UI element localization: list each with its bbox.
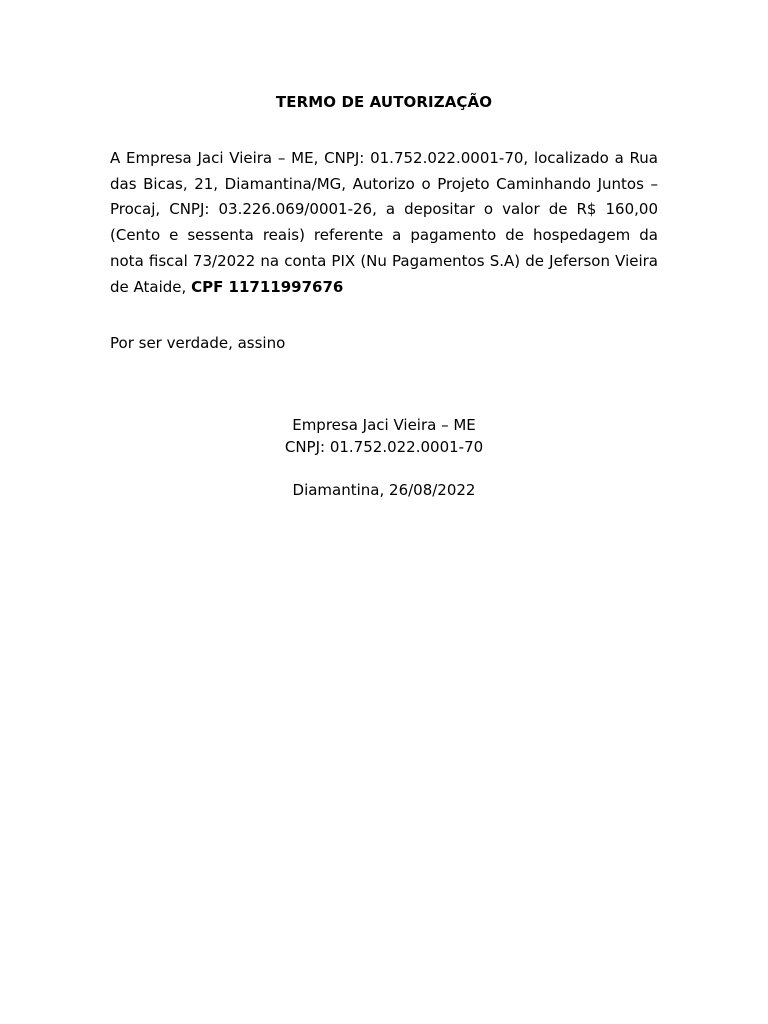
closing-statement: Por ser verdade, assino bbox=[110, 334, 286, 352]
document-title: TERMO DE AUTORIZAÇÃO bbox=[275, 93, 493, 111]
signature-block bbox=[0, 414, 768, 458]
authorization-text: A Empresa Jaci Vieira – ME, CNPJ: 01.752.022.0001-70, localizado a Rua das Bicas, 21, Diamantina/MG, Autorizo o Projeto Caminhando Juntos – Procaj, CNPJ: 03.226.069/0001-26, a depositar o valor de R$ 160,00 (Cento e sessenta reais) referente a pagamento de hospedagem da nota fiscal 73/2022 na conta PIX (Nu Pagamentos S.A) de Jeferson Vieira de Ataide, bbox=[110, 149, 658, 296]
signature-cnpj: CNPJ: 01.752.022.0001-70 bbox=[284, 438, 484, 456]
place-date: Diamantina, 26/08/2022 bbox=[292, 481, 476, 499]
authorization-paragraph bbox=[110, 146, 658, 300]
signature-company-name: Empresa Jaci Vieira – ME bbox=[292, 416, 476, 434]
cpf-bold-text: CPF 11711997676 bbox=[191, 277, 344, 296]
